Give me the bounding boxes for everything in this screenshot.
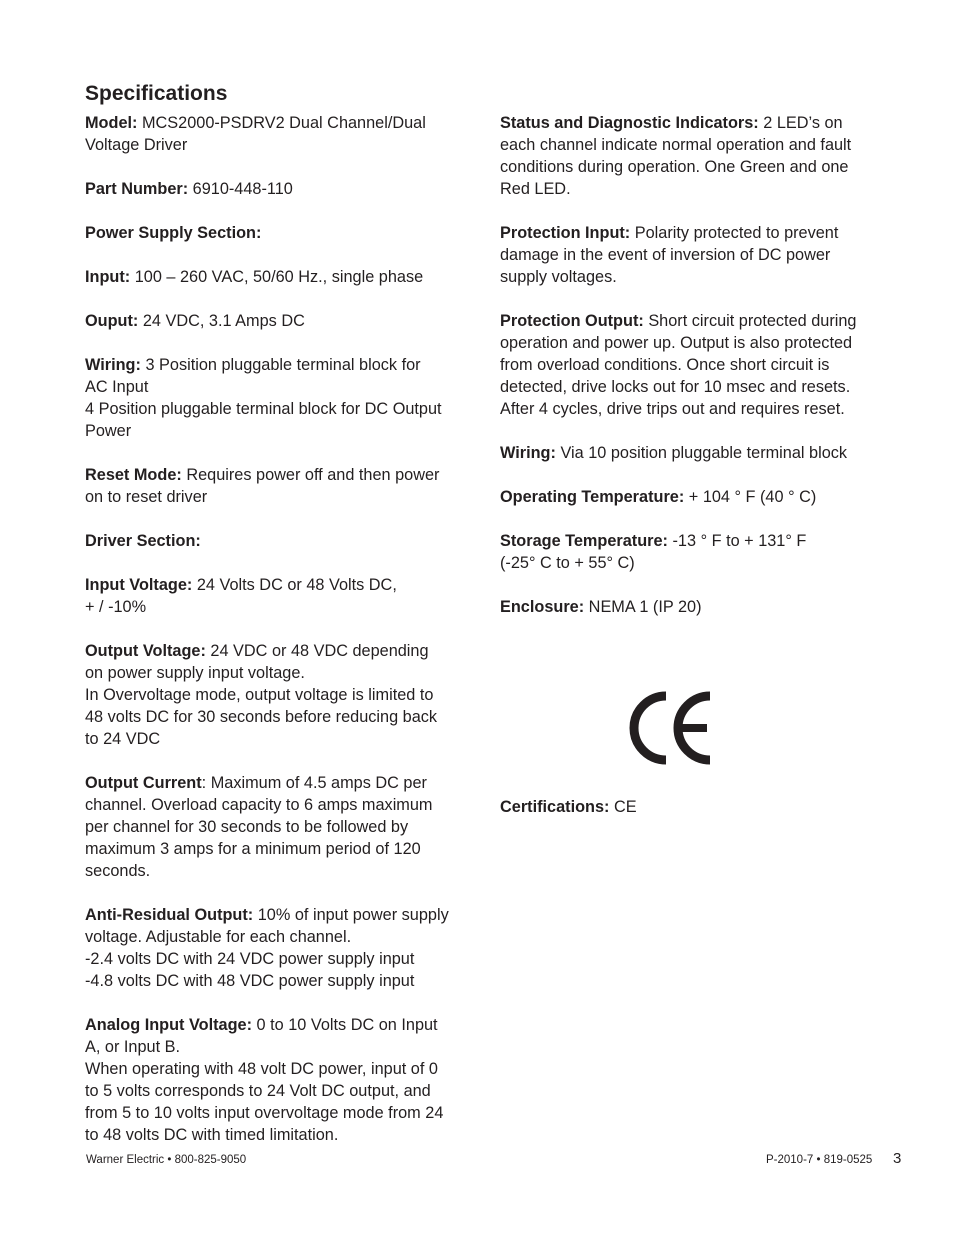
- spec-line: [85, 794, 485, 816]
- spec-label: Operating Temperature:: [500, 488, 685, 506]
- spec-label: Driver Section:: [85, 532, 201, 550]
- spec-line: [85, 1124, 485, 1146]
- spec-line: [85, 178, 485, 200]
- spec-label: Wiring:: [85, 356, 141, 374]
- spec-text: : Maximum of 4.5 amps DC per: [201, 774, 427, 792]
- spec-text: -4.8 volts DC with 48 VDC power supply input: [85, 972, 415, 990]
- spec-line: [500, 376, 900, 398]
- spec-line: [500, 354, 900, 376]
- spec-line: [85, 134, 485, 156]
- spec-text: maximum 3 amps for a minimum period of 120: [85, 840, 421, 858]
- spec-label: Power Supply Section:: [85, 224, 262, 242]
- spec-line: [500, 112, 900, 134]
- spec-line: [85, 1014, 485, 1036]
- spec-item: [500, 442, 900, 464]
- spec-line: [500, 156, 900, 178]
- spec-line: [85, 838, 485, 860]
- spec-text: damage in the event of inversion of DC power: [500, 246, 831, 264]
- spec-label: Protection Output:: [500, 312, 644, 330]
- spec-label: Output Voltage:: [85, 642, 206, 660]
- spec-line: [85, 486, 485, 508]
- spec-text: 3 Position pluggable terminal block for: [140, 356, 421, 374]
- spec-line: [500, 266, 900, 288]
- spec-line: [85, 1080, 485, 1102]
- spec-line: [500, 796, 900, 818]
- spec-text: to 24 VDC: [85, 730, 161, 748]
- spec-text: In Overvoltage mode, output voltage is limited to: [85, 686, 434, 704]
- spec-text: from 5 to 10 volts input overvoltage mode from 24: [85, 1104, 444, 1122]
- spec-text: 2 LED’s on: [758, 114, 843, 132]
- spec-line: [85, 728, 485, 750]
- spec-item: [500, 596, 900, 618]
- spec-label: Model:: [85, 114, 138, 132]
- spec-line: [500, 310, 900, 332]
- spec-line: [85, 926, 485, 948]
- spec-text: NEMA 1 (IP 20): [584, 598, 702, 616]
- spec-label: Enclosure:: [500, 598, 585, 616]
- spec-text: 4 Position pluggable terminal block for DC Output: [85, 400, 442, 418]
- spec-text: from overload conditions. Once short circuit is: [500, 356, 830, 374]
- spec-text: Voltage Driver: [85, 136, 188, 154]
- spec-text: conditions during operation. One Green and one: [500, 158, 849, 176]
- spec-text: 10% of input power supply: [253, 906, 449, 924]
- spec-text: MCS2000-PSDRV2 Dual Channel/Dual: [137, 114, 426, 132]
- spec-text: to 5 volts corresponds to 24 Volt DC output, and: [85, 1082, 431, 1100]
- spec-item: [500, 530, 900, 574]
- ce-mark-icon: [628, 690, 714, 766]
- spec-line: [85, 266, 485, 288]
- spec-item: [85, 1014, 485, 1146]
- spec-label: Certifications:: [500, 798, 610, 816]
- spec-line: [85, 684, 485, 706]
- spec-text: Polarity protected to prevent: [630, 224, 839, 242]
- page-number: 3: [893, 1150, 902, 1167]
- spacer: [500, 640, 900, 690]
- left-column: [85, 112, 485, 1168]
- spec-text: 0 to 10 Volts DC on Input: [252, 1016, 438, 1034]
- spec-text: on power supply input voltage.: [85, 664, 305, 682]
- spec-line: [85, 310, 485, 332]
- spec-text: each channel indicate normal operation and fault: [500, 136, 852, 154]
- spec-text: per channel for 30 seconds to be followed by: [85, 818, 409, 836]
- spec-line: [500, 596, 900, 618]
- spec-line: [85, 640, 485, 662]
- spec-text: Short circuit protected during: [643, 312, 857, 330]
- spec-label: Input:: [85, 268, 131, 286]
- spec-text: A, or Input B.: [85, 1038, 181, 1056]
- spec-text: AC Input: [85, 378, 149, 396]
- spec-item: [85, 112, 485, 156]
- spec-text: 48 volts DC for 30 seconds before reducing back: [85, 708, 438, 726]
- spec-line: [500, 486, 900, 508]
- spec-line: [85, 948, 485, 970]
- spec-text: Via 10 position pluggable terminal block: [555, 444, 848, 462]
- spec-line: [500, 530, 900, 552]
- spec-line: [85, 222, 485, 244]
- spec-text: 24 VDC, 3.1 Amps DC: [138, 312, 305, 330]
- spec-line: [85, 354, 485, 376]
- spec-label: Output Current: [85, 774, 202, 792]
- footer-company-phone: Warner Electric • 800-825-9050: [86, 1154, 247, 1166]
- certifications: [500, 796, 900, 818]
- spec-item: [85, 310, 485, 332]
- spec-item: [500, 486, 900, 508]
- spec-text: to 48 volts DC with timed limitation.: [85, 1126, 339, 1144]
- page-title: Specifications: [85, 82, 228, 105]
- spec-text: seconds.: [85, 862, 151, 880]
- spec-text: CE: [609, 798, 637, 816]
- spec-item: [85, 772, 485, 882]
- spec-text: channel. Overload capacity to 6 amps maximum: [85, 796, 433, 814]
- spec-line: [500, 134, 900, 156]
- spec-text: Power: [85, 422, 132, 440]
- spec-item: [85, 354, 485, 442]
- spec-text: operation and power up. Output is also protected: [500, 334, 853, 352]
- footer-document-number: P-2010-7 • 819-0525: [766, 1154, 873, 1166]
- spec-label: Status and Diagnostic Indicators:: [500, 114, 759, 132]
- spec-line: [85, 970, 485, 992]
- spec-label: Ouput:: [85, 312, 139, 330]
- spec-text: 24 VDC or 48 VDC depending: [205, 642, 429, 660]
- spec-label: Input Voltage:: [85, 576, 193, 594]
- spec-label: Reset Mode:: [85, 466, 182, 484]
- spec-text: When operating with 48 volt DC power, input of 0: [85, 1060, 438, 1078]
- spec-line: [85, 816, 485, 838]
- spec-line: [85, 464, 485, 486]
- spec-text: on to reset driver: [85, 488, 208, 506]
- spec-label: Protection Input:: [500, 224, 631, 242]
- spec-line: [85, 596, 485, 618]
- spec-line: [85, 1058, 485, 1080]
- spec-line: [85, 420, 485, 442]
- spec-item: [85, 266, 485, 288]
- spec-text: -13 ° F to + 131° F: [667, 532, 807, 550]
- spec-text: supply voltages.: [500, 268, 617, 286]
- spec-text: detected, drive locks out for 10 msec and resets.: [500, 378, 851, 396]
- spec-text: Requires power off and then power: [181, 466, 440, 484]
- spec-line: [85, 1102, 485, 1124]
- spec-label: Analog Input Voltage:: [85, 1016, 253, 1034]
- spec-text: 24 Volts DC or 48 Volts DC,: [192, 576, 397, 594]
- spec-text: (-25° C to + 55° C): [500, 554, 635, 572]
- spec-line: [500, 398, 900, 420]
- spec-line: [500, 332, 900, 354]
- spec-line: [500, 244, 900, 266]
- spec-item: [85, 222, 485, 244]
- spec-label: Anti-Residual Output:: [85, 906, 254, 924]
- spec-line: [85, 772, 485, 794]
- spec-text: + 104 ° F (40 ° C): [684, 488, 817, 506]
- spec-item: [85, 464, 485, 508]
- spec-line: [500, 552, 900, 574]
- spec-text: 100 – 260 VAC, 50/60 Hz., single phase: [130, 268, 424, 286]
- spec-label: Wiring:: [500, 444, 556, 462]
- spec-item: [500, 222, 900, 288]
- right-column: [500, 112, 900, 840]
- spec-line: [85, 574, 485, 596]
- spec-item: [85, 640, 485, 750]
- spec-line: [85, 1036, 485, 1058]
- spec-line: [85, 376, 485, 398]
- spec-text: -2.4 volts DC with 24 VDC power supply input: [85, 950, 415, 968]
- spacer: [500, 766, 900, 796]
- spec-line: [500, 178, 900, 200]
- spec-item: [500, 112, 900, 200]
- spec-line: [85, 112, 485, 134]
- spec-line: [85, 904, 485, 926]
- spec-item: [85, 178, 485, 200]
- spec-text: voltage. Adjustable for each channel.: [85, 928, 352, 946]
- spec-text: 6910-448-110: [188, 180, 293, 198]
- spec-item: [85, 574, 485, 618]
- spec-text: After 4 cycles, drive trips out and requires reset.: [500, 400, 845, 418]
- spec-line: [85, 398, 485, 420]
- spec-line: [500, 442, 900, 464]
- spec-item: [85, 530, 485, 552]
- spec-line: [500, 222, 900, 244]
- spec-item: [85, 904, 485, 992]
- spec-text: + / -10%: [85, 598, 147, 616]
- spec-text: Red LED.: [500, 180, 571, 198]
- spec-label: Storage Temperature:: [500, 532, 668, 550]
- spec-item: [500, 310, 900, 420]
- spec-line: [85, 706, 485, 728]
- spec-line: [85, 530, 485, 552]
- spec-line: [85, 662, 485, 684]
- spec-line: [85, 860, 485, 882]
- spec-label: Part Number:: [85, 180, 189, 198]
